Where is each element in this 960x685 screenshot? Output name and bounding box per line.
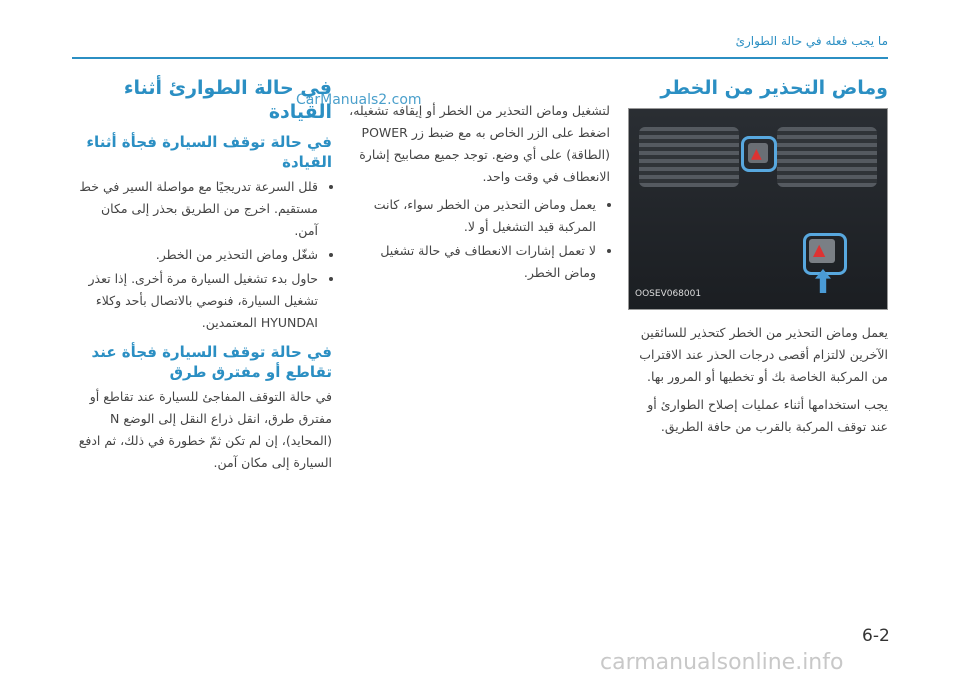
list-item: • شغّل وماض التحذير من الخطر. xyxy=(77,244,318,266)
left-air-vent xyxy=(639,127,739,187)
section-heading-hazard: وماض التحذير من الخطر xyxy=(660,77,888,99)
bullet-list xyxy=(345,194,610,284)
paragraph: يعمل وماض التحذير من الخطر كتحذير للسائقين الآخرين لالتزام أقصى درجات الحذر عند الاقتراب من المركبة الخاصة بك أو تخطيها أو المرور بها. xyxy=(639,325,888,384)
header-title: ما يجب فعله في حالة الطوارئ xyxy=(735,34,888,48)
photo-code: OOSEV068001 xyxy=(635,289,702,299)
hazard-button-photo xyxy=(628,108,888,310)
highlight-ring-closeup xyxy=(803,233,847,275)
site-watermark: CarManuals2.com xyxy=(296,92,422,108)
paragraph: في حالة التوقف المفاجئ للسيارة عند تقاطع أو مفترق طرق، انقل ذراع النقل إلى الوضع N (المحايد)، إن لم تكن ثمّ خطورة في ذلك، ثم ادفع السيارة إلى مكان آمن. xyxy=(78,389,332,470)
right-air-vent xyxy=(777,127,877,187)
hazard-operation-section xyxy=(345,100,610,292)
footer-watermark: carmanualsonline.info xyxy=(600,650,844,675)
subheading-stall-driving: في حالة توقف السيارة فجأة أثناء القيادة xyxy=(86,133,332,171)
bullet-list xyxy=(77,176,332,334)
page-number: 6-2 xyxy=(862,626,890,646)
driving-emergency-section xyxy=(77,76,332,480)
list-item: • حاول بدء تشغيل السيارة مرة أخرى. إذا تعذر تشغيل السيارة، فنوصي بالاتصال بأحد وكلاء HYUNDAI المعتمدين. xyxy=(77,268,318,334)
list-item: • قلل السرعة تدريجيًا مع مواصلة السير في خط مستقيم. اخرج من الطريق بحذر إلى مكان آمن. xyxy=(77,176,318,242)
list-item: • يعمل وماض التحذير من الخطر سواء، كانت المركبة قيد التشغيل أو لا. xyxy=(345,194,596,238)
hazard-warning-section xyxy=(630,76,888,444)
header-divider xyxy=(72,57,888,59)
list-item: • لا تعمل إشارات الانعطاف في حالة تشغيل وماض الخطر. xyxy=(345,240,596,284)
highlight-ring xyxy=(741,136,777,172)
subheading-stall-intersection: في حالة توقف السيارة فجأة عند تقاطع أو مفترق طرق xyxy=(91,343,332,381)
paragraph: لتشغيل وماض التحذير من الخطر أو إيقافه تشغيله، اضغط على الزر الخاص به مع ضبط زر POWER (الطاقة) على أي وضع. توجد جميع مصابيح إشارة الانعطاف في وقت واحد. xyxy=(349,103,610,184)
section-heading-emergency: في حالة الطوارئ أثناء القيادة xyxy=(123,77,332,123)
paragraph: يجب استخدامها أثناء عمليات إصلاح الطوارئ أو عند توقف المركبة بالقرب من حافة الطريق. xyxy=(647,397,888,434)
